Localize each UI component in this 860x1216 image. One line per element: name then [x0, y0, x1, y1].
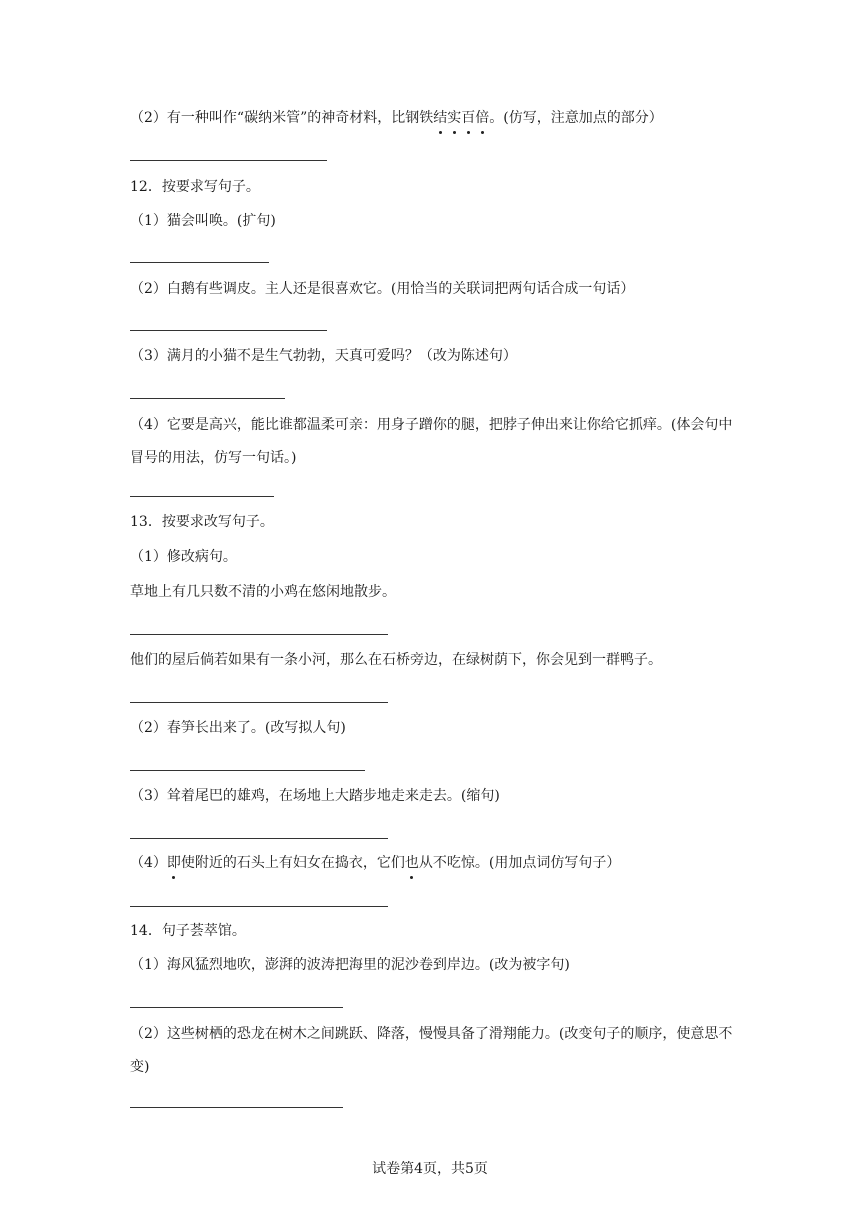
q12-sentence-2: （2）白鹅有些调皮。主人还是很喜欢它。(用恰当的关联词把两句话合成一句话） — [130, 281, 635, 297]
q13-sentence-4-part: 使附近的石头上有妇女在捣衣，它们 — [180, 855, 405, 871]
q13-sentence-2: （2）春笋长出来了。(改写拟人句) — [130, 720, 346, 736]
q13-sentence-4 — [130, 853, 620, 873]
dotted-char: 即 — [166, 855, 181, 871]
dotted-char: 倍 — [475, 110, 490, 126]
q11-sentence-2 — [130, 108, 663, 128]
q14-title: 14．句子荟萃馆。 — [130, 923, 246, 939]
answer-line[interactable] — [130, 398, 285, 399]
q12-title: 12．按要求写句子。 — [130, 179, 260, 195]
answer-line[interactable] — [130, 838, 388, 839]
answer-line[interactable] — [130, 702, 388, 703]
answer-line[interactable] — [130, 496, 274, 497]
q11-sentence-2-after: 。(仿写，注意加点的部分） — [489, 110, 663, 126]
q14-sentence-2: （2）这些树栖的恐龙在树木之间跳跃、降落，慢慢具备了滑翔能力。(改变句子的顺序，使意思不变) — [130, 1026, 733, 1075]
q12-sentence-1: （1）猫会叫唤。(扩句) — [130, 213, 276, 229]
dotted-char: 结 — [433, 110, 448, 126]
answer-line[interactable] — [130, 262, 269, 263]
answer-line[interactable] — [130, 634, 388, 635]
dotted-char: 实 — [447, 110, 462, 126]
q13-sentence-4-part: （4） — [130, 855, 167, 871]
answer-line[interactable] — [130, 770, 365, 771]
q12-sentence-3: （3）满月的小猫不是生气勃勃，天真可爱吗？（改为陈述句） — [130, 348, 517, 364]
page-footer: 试卷第4页，共5页 — [372, 1161, 488, 1177]
answer-line[interactable] — [130, 160, 327, 161]
answer-line[interactable] — [130, 1007, 343, 1008]
q13-title: 13．按要求改写句子。 — [130, 514, 274, 530]
dotted-char: 百 — [461, 110, 476, 126]
q11-sentence-2-before: （2）有一种叫作“碳纳米管”的神奇材料，比钢铁 — [130, 110, 434, 126]
q13-sentence-4-part: 从不吃惊。(用加点词仿写句子） — [418, 855, 621, 871]
q13-sentence-1-label: （1）修改病句。 — [130, 549, 237, 565]
answer-line[interactable] — [130, 1107, 343, 1108]
answer-line[interactable] — [130, 330, 327, 331]
q13-sentence-1a: 草地上有几只数不清的小鸡在悠闲地散步。 — [130, 584, 396, 600]
dotted-char: 也 — [404, 855, 419, 871]
q13-sentence-1b: 他们的屋后倘若如果有一条小河，那么在石桥旁边，在绿树荫下，你会见到一群鸭子。 — [130, 652, 662, 668]
q14-sentence-1: （1）海风猛烈地吹，澎湃的波涛把海里的泥沙卷到岸边。(改为被字句) — [130, 957, 570, 973]
q13-sentence-3: （3）耸着尾巴的雄鸡，在场地上大踏步地走来走去。(缩句) — [130, 788, 500, 804]
q12-sentence-4: （4）它要是高兴，能比谁都温柔可亲：用身子蹭你的腿，把脖子伸出来让你给它抓痒。(体会句中冒号的用法，仿写一句话。) — [130, 417, 733, 466]
answer-line[interactable] — [130, 906, 388, 907]
